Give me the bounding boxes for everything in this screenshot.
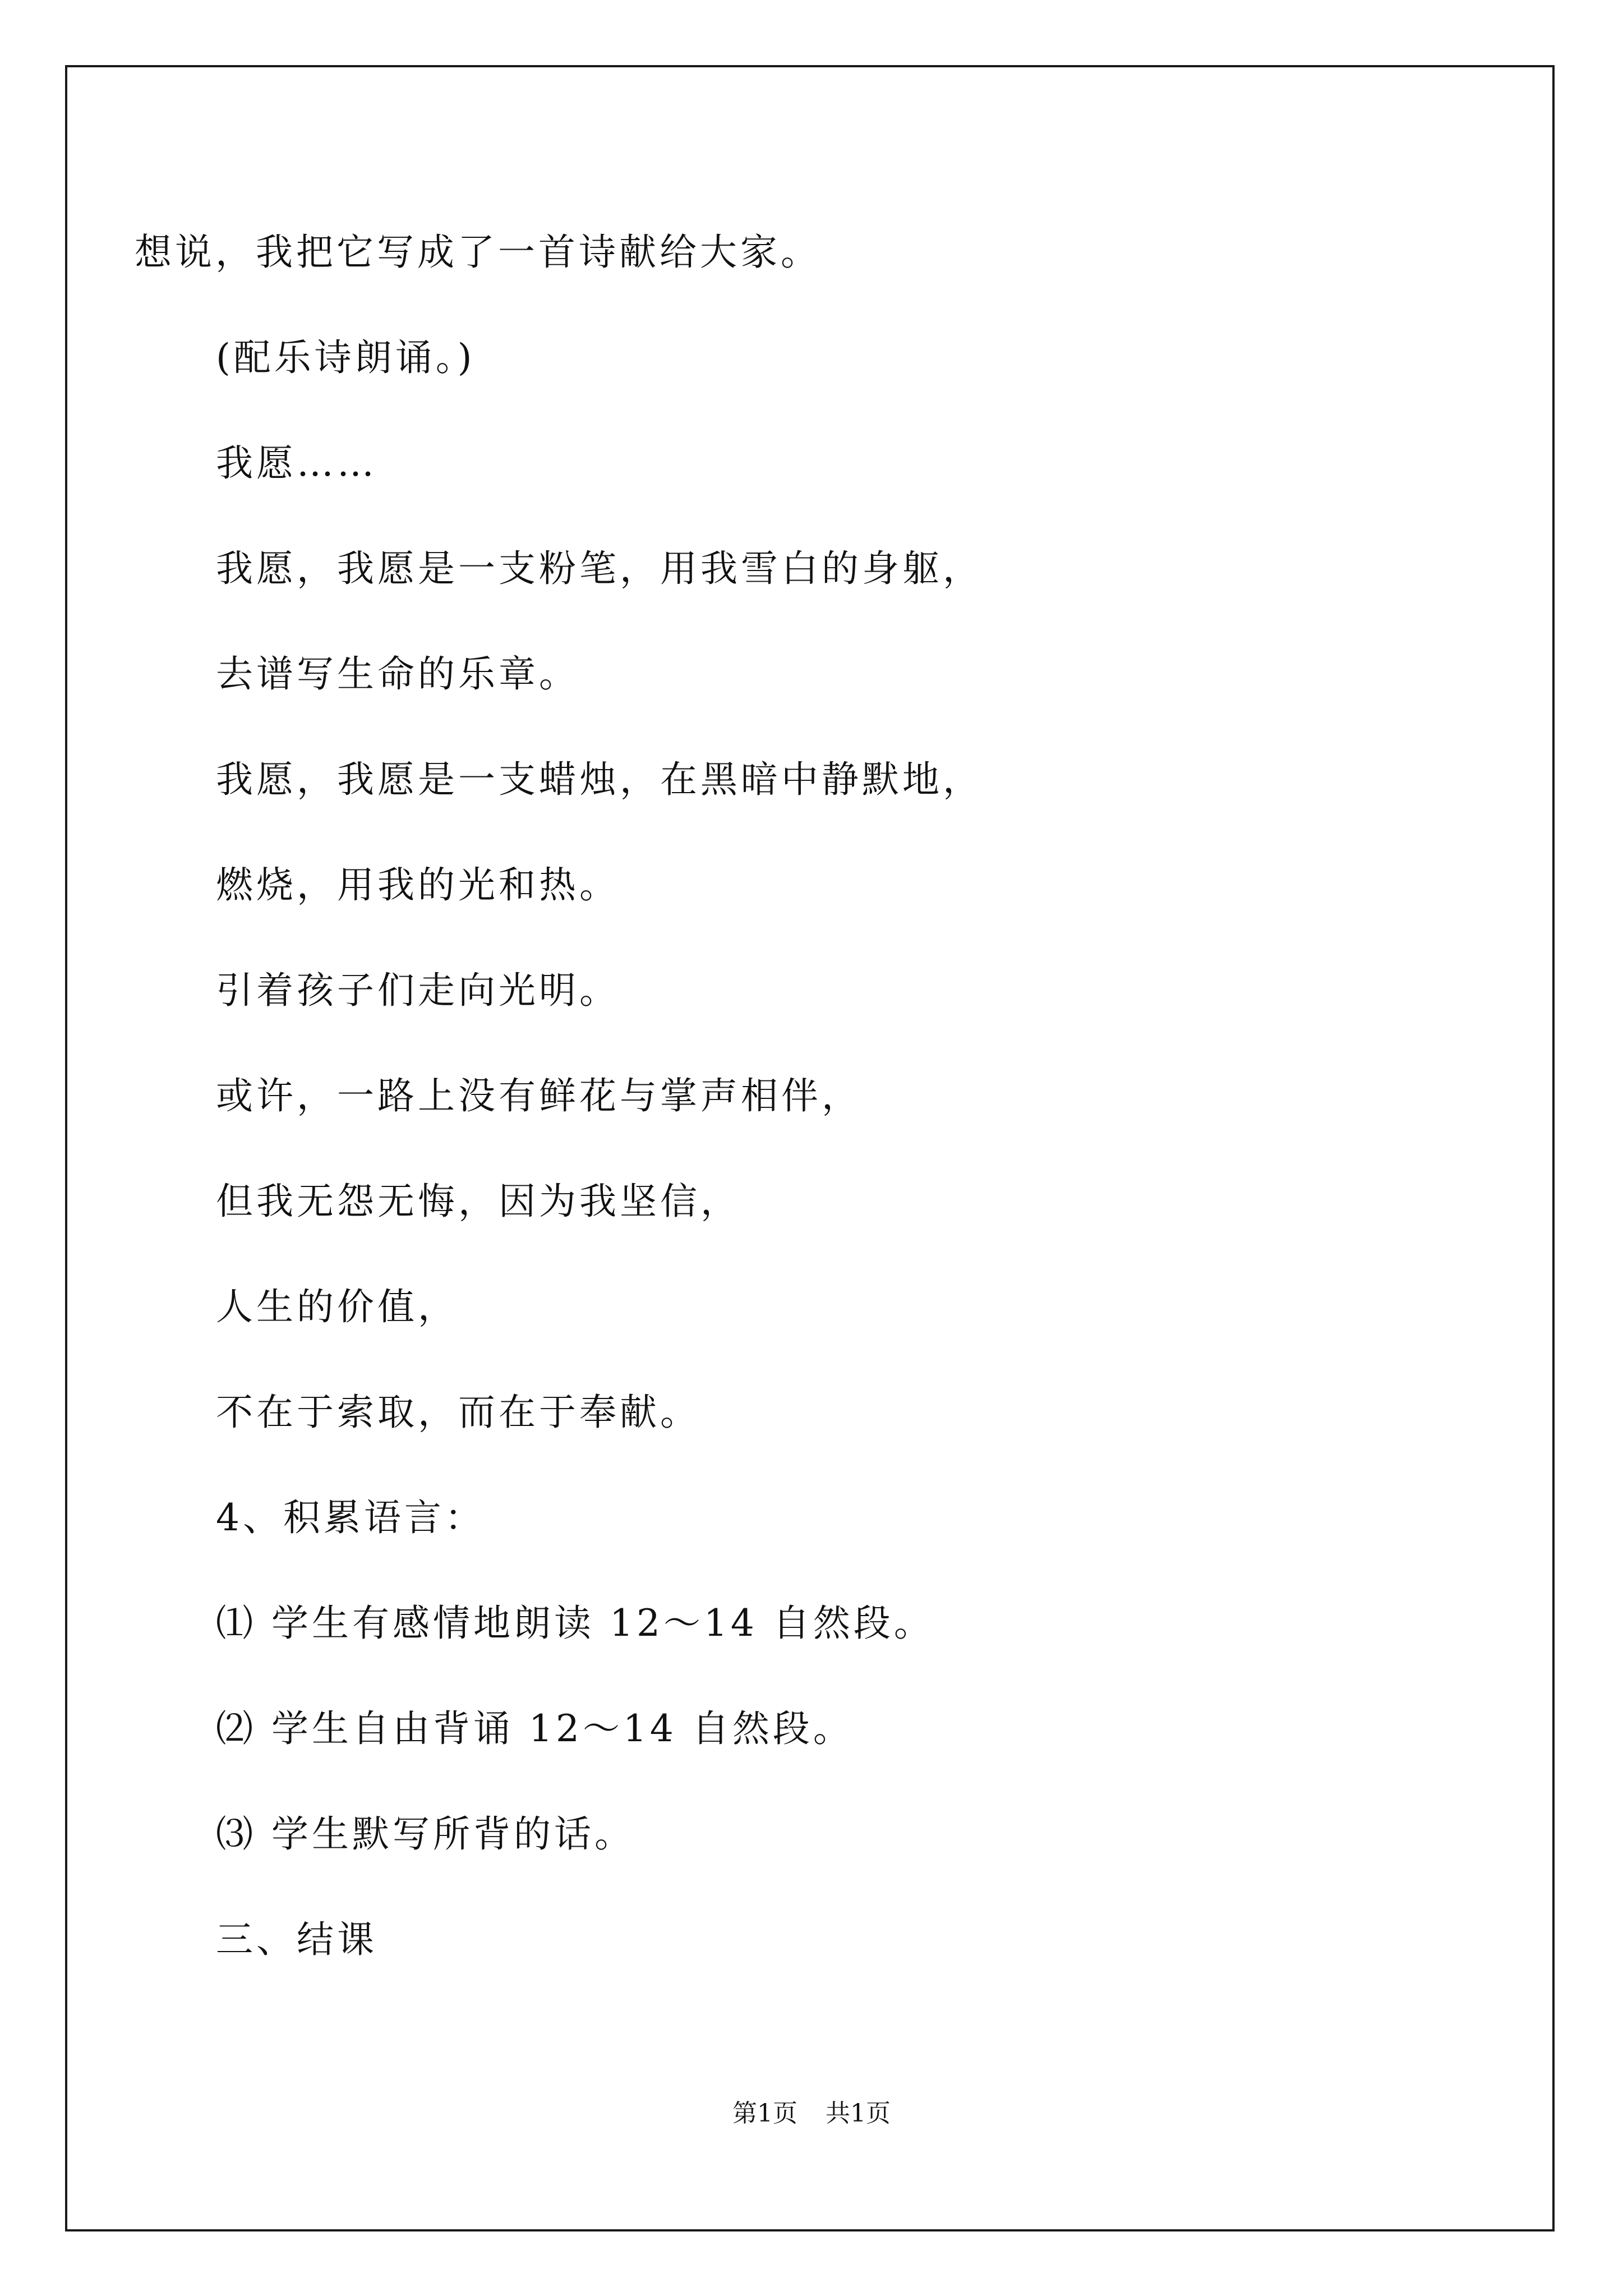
page-footer [0, 2098, 1623, 2129]
text-line-4: 我愿，我愿是一支粉笔，用我雪白的身躯， [216, 547, 983, 590]
text-line-6: 我愿，我愿是一支蜡烛，在黑暗中静默地， [216, 758, 983, 801]
text-line-16: ⑶ 学生默写所背的话。 [216, 1812, 635, 1856]
text-line-9: 或许，一路上没有鲜花与掌声相伴， [216, 1074, 862, 1117]
page-number-current: 第1页 [732, 2099, 797, 2128]
text-line-8: 引着孩子们走向光明。 [216, 969, 620, 1012]
page-number-total: 共1页 [826, 2099, 891, 2128]
text-line-12: 不在于索取，而在于奉献。 [216, 1391, 700, 1434]
text-line-15: ⑵ 学生自由背诵 12～14 自然段。 [216, 1707, 854, 1750]
text-line-5: 去谱写生命的乐章。 [216, 652, 579, 696]
section-heading-closing: 三、结课 [216, 1918, 377, 1961]
text-line-14: ⑴ 学生有感情地朗读 12～14 自然段。 [216, 1602, 934, 1645]
text-line-2: (配乐诗朗诵。) [216, 336, 476, 379]
section-heading-accumulate: 4、积累语言： [216, 1496, 485, 1539]
text-line-10: 但我无怨无悔，因为我坚信， [216, 1180, 741, 1223]
text-line-1: 想说，我把它写成了一首诗献给大家。 [135, 231, 821, 274]
text-line-7: 燃烧，用我的光和热。 [216, 863, 620, 907]
text-line-3: 我愿…… [216, 441, 377, 485]
text-line-11: 人生的价值， [216, 1285, 458, 1328]
